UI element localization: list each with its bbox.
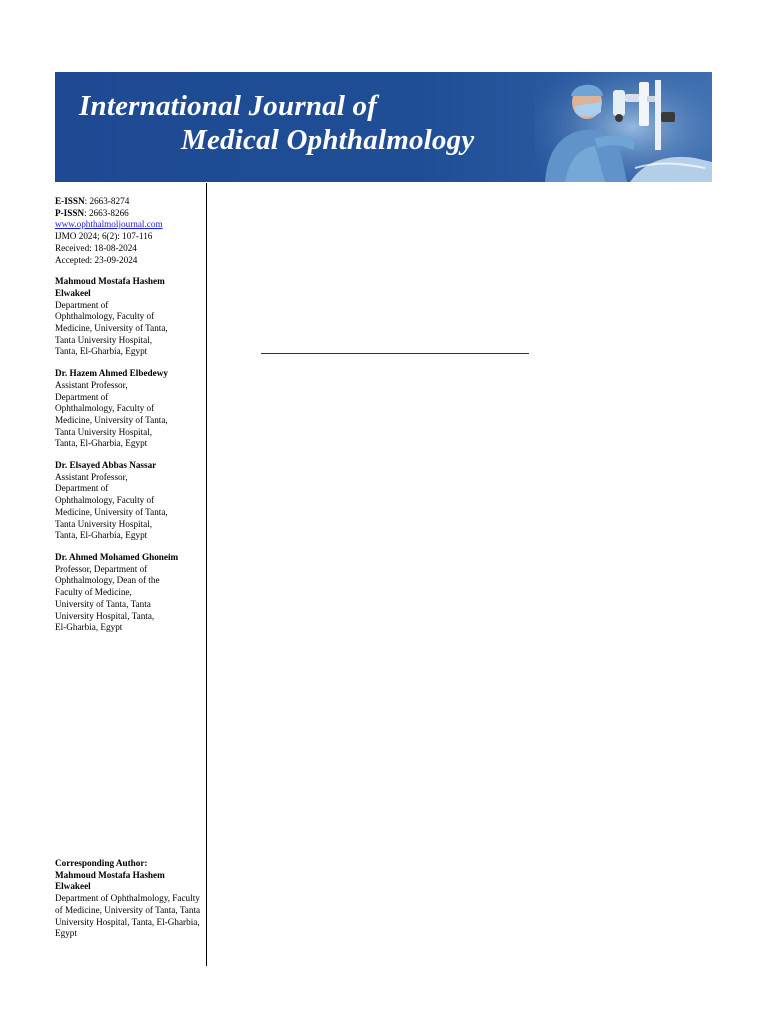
website-line bbox=[55, 219, 203, 231]
column-divider bbox=[206, 183, 207, 966]
author-affiliation: Medicine, University of Tanta, bbox=[55, 323, 168, 334]
corresponding-author-label: Corresponding Author: bbox=[55, 858, 148, 868]
author-affiliation: Tanta, El-Gharbia, Egypt bbox=[55, 530, 148, 541]
author-affiliation: Ophthalmology, Faculty of bbox=[55, 495, 155, 506]
accepted-date: Accepted: 23-09-2024 bbox=[55, 254, 138, 265]
article-sidebar bbox=[55, 196, 203, 634]
author-block-4 bbox=[55, 552, 203, 634]
author-affiliation: Department of bbox=[55, 299, 109, 310]
author-block-3 bbox=[55, 460, 203, 542]
author-affiliation: Medicine, University of Tanta, bbox=[55, 506, 168, 517]
corresponding-affiliation: Tanta University Hospital, bbox=[55, 904, 201, 927]
surgeon-microscope-image bbox=[535, 72, 712, 182]
author-block-1 bbox=[55, 276, 203, 358]
author-block-2 bbox=[55, 368, 203, 450]
received-date: Received: 18-08-2024 bbox=[55, 242, 137, 253]
journal-banner bbox=[55, 72, 712, 182]
author-affiliation: Tanta University Hospital, bbox=[55, 334, 153, 345]
author-affiliation: Assistant Professor, bbox=[55, 379, 128, 390]
author-affiliation: Tanta University Hospital, bbox=[55, 426, 153, 437]
author-name: Mahmoud Mostafa Hashem bbox=[55, 276, 165, 287]
author-affiliation: Department of bbox=[55, 391, 109, 402]
author-affiliation: University of Tanta, Tanta bbox=[55, 598, 151, 609]
author-affiliation: El-Gharbia, Egypt bbox=[55, 622, 123, 633]
eissn-label: E-ISSN bbox=[55, 196, 85, 206]
author-affiliation: Ophthalmology, Faculty of bbox=[55, 311, 155, 322]
pissn-label: P-ISSN bbox=[55, 207, 85, 218]
author-affiliation: Tanta, El-Gharbia, Egypt bbox=[55, 346, 148, 357]
citation-line: IJMO 2024; 6(2): 107-116 bbox=[55, 231, 153, 242]
author-affiliation: Medicine, University of Tanta, bbox=[55, 414, 168, 425]
journal-title-line2: Medical Ophthalmology bbox=[181, 124, 475, 156]
corresponding-author-name: Mahmoud Mostafa Hashem bbox=[55, 869, 165, 880]
author-name: Dr. Hazem Ahmed Elbedewy bbox=[55, 368, 168, 379]
corresponding-affiliation: Ophthalmology, Faculty of bbox=[55, 893, 200, 915]
eissn-value: : 2663-8274 bbox=[84, 196, 130, 206]
journal-website-link[interactable]: www.ophthalmoljournal.com bbox=[55, 219, 163, 230]
author-affiliation: Professor, Department of bbox=[55, 563, 148, 574]
author-name: Dr. Ahmed Mohamed Ghoneim bbox=[55, 551, 179, 562]
corresponding-affiliation: Department of bbox=[55, 893, 109, 904]
author-name: Dr. Elsayed Abbas Nassar bbox=[55, 460, 157, 471]
author-affiliation: Faculty of Medicine, bbox=[55, 587, 132, 598]
hyperlink-underline[interactable] bbox=[261, 353, 529, 354]
pissn-line bbox=[55, 208, 203, 220]
pissn-value: : 2663-8266 bbox=[84, 207, 129, 218]
corresponding-affiliation: Medicine, University of Tanta, bbox=[64, 904, 178, 915]
corresponding-author-name: Elwakeel bbox=[55, 881, 91, 892]
author-affiliation: Ophthalmology, Dean of the bbox=[55, 575, 160, 586]
journal-title-line1: International Journal of bbox=[79, 90, 378, 122]
corresponding-author-block bbox=[55, 858, 203, 940]
author-affiliation: Department of bbox=[55, 483, 109, 494]
author-affiliation: Assistant Professor, bbox=[55, 471, 128, 482]
author-affiliation: Ophthalmology, Faculty of bbox=[55, 403, 155, 414]
eissn-line bbox=[55, 196, 203, 208]
author-affiliation: University Hospital, Tanta, bbox=[55, 610, 155, 621]
author-affiliation: Tanta, El-Gharbia, Egypt bbox=[55, 438, 148, 449]
author-affiliation: Tanta University Hospital, bbox=[55, 518, 153, 529]
author-name: Elwakeel bbox=[55, 287, 91, 298]
corresponding-affiliation: Tanta, El-Gharbia, Egypt bbox=[55, 916, 200, 939]
